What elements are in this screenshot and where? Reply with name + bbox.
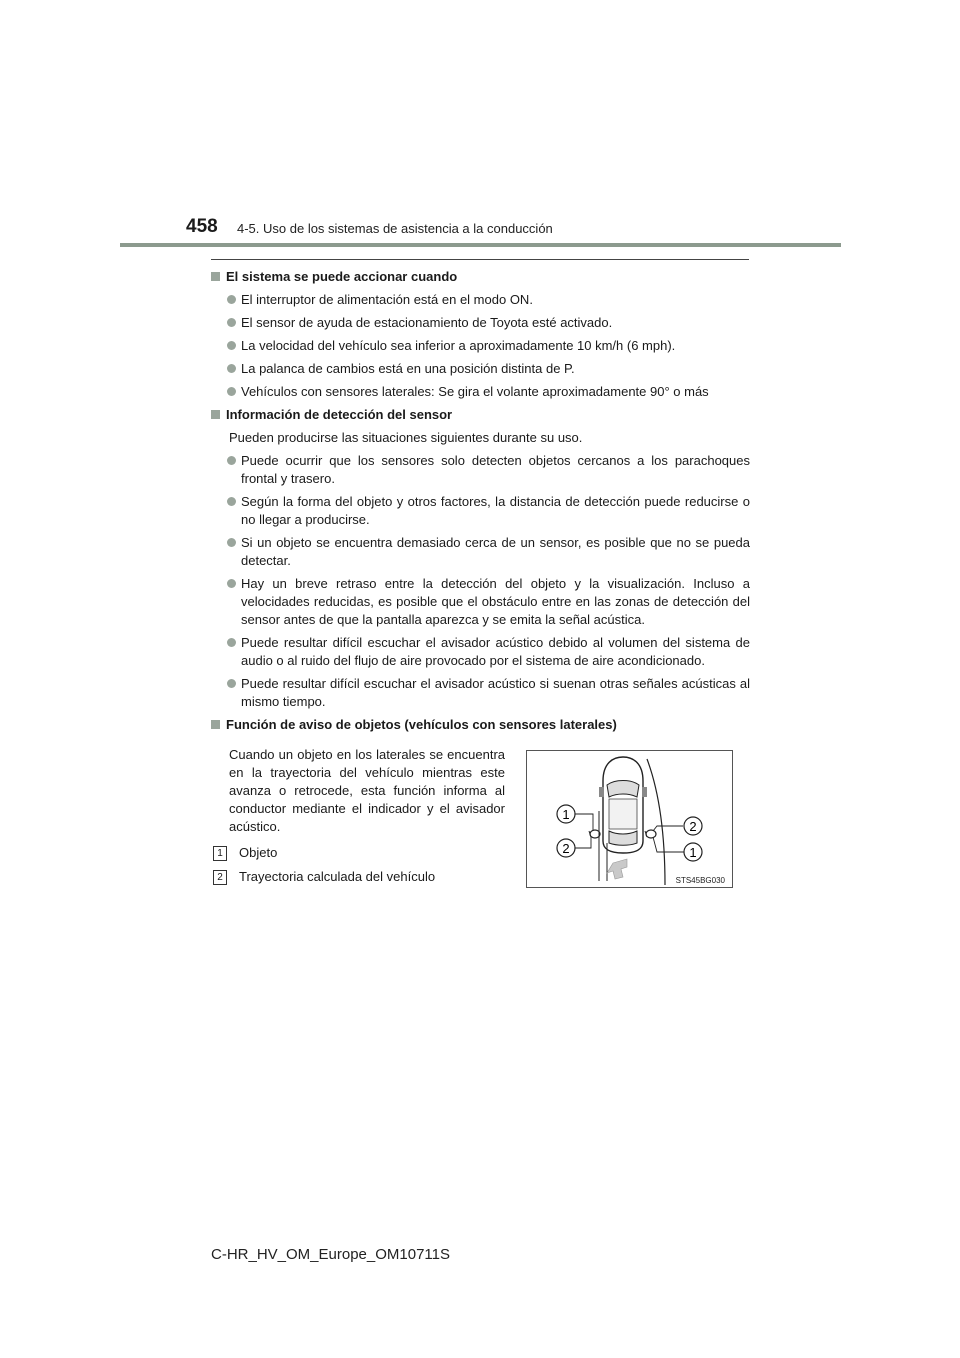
document-id: C-HR_HV_OM_Europe_OM10711S — [211, 1246, 450, 1263]
bullet-dot-icon — [227, 538, 236, 547]
section-intro: Pueden producirse las situaciones siguientes durante su uso. — [229, 430, 583, 445]
legend-label: Trayectoria calculada del vehículo — [239, 869, 436, 884]
bullet-dot-icon — [227, 341, 236, 350]
legend-label: Objeto — [239, 845, 278, 860]
list-item: Hay un breve retraso entre la detección del objeto y la visualización. Incluso a velocidades reducidas, es posible que el obstáculo entre en las zonas de detección del sensor antes de que la pantalla aparezca y se emita la señal acústica. — [227, 575, 750, 629]
section-object-warning — [210, 716, 750, 885]
bullet-dot-icon — [227, 638, 236, 647]
callout-number-badge: 2 — [213, 870, 227, 885]
callout-leader-line — [575, 814, 593, 831]
list-item: El sensor de ayuda de estacionamiento de Toyota esté activado. — [227, 314, 750, 332]
vehicle-illustration — [526, 750, 733, 888]
list-item: La palanca de cambios está en una posición distinta de P. — [227, 360, 750, 378]
bullet-dot-icon — [227, 679, 236, 688]
bullet-dot-icon — [227, 318, 236, 327]
list-item: Si un objeto se encuentra demasiado cerca de un sensor, es posible que no se pueda detectar. — [227, 534, 750, 570]
figure-code: STS45BG030 — [675, 876, 725, 885]
header-rule — [120, 243, 841, 247]
list-item: Según la forma del objeto y otros factores, la distancia de detección puede reducirse o no llegar a producirse. — [227, 493, 750, 529]
bullet-dot-icon — [227, 295, 236, 304]
section-operation-conditions — [210, 268, 750, 401]
callout-number: 2 — [562, 841, 570, 856]
callout-number: 1 — [562, 807, 570, 822]
legend-item — [213, 868, 513, 886]
square-bullet-icon — [211, 272, 220, 281]
bullet-list — [210, 291, 750, 401]
legend-item — [213, 844, 513, 862]
section-heading: Función de aviso de objetos (vehículos con sensores laterales) — [210, 716, 750, 734]
page-content — [210, 268, 750, 885]
bullet-dot-icon — [227, 456, 236, 465]
bullet-dot-icon — [227, 579, 236, 588]
callout-leader-line — [653, 826, 683, 831]
trajectory-line — [647, 759, 665, 885]
square-bullet-icon — [211, 410, 220, 419]
callout-leader-line — [575, 837, 591, 848]
list-item: Puede resultar difícil escuchar el avisador acústico debido al volumen del sistema de audio o al ruido del flujo de aire provocado por el sistema de aire acondicionado. — [227, 634, 750, 670]
list-item: El interruptor de alimentación está en el modo ON. — [227, 291, 750, 309]
square-bullet-icon — [211, 720, 220, 729]
callout-number-badge: 1 — [213, 846, 227, 861]
callout-number: 2 — [689, 819, 697, 834]
section-heading: El sistema se puede accionar cuando — [210, 268, 750, 286]
section-title: 4-5. Uso de los sistemas de asistencia a la conducción — [237, 221, 553, 236]
list-item: Puede resultar difícil escuchar el avisador acústico si suenan otras señales acústicas al mismo tiempo. — [227, 675, 750, 711]
page-number: 458 — [186, 216, 218, 237]
callout-leader-line — [653, 837, 685, 852]
bullet-list — [210, 452, 750, 711]
bullet-dot-icon — [227, 364, 236, 373]
movement-arrow-icon — [607, 859, 627, 879]
bullet-dot-icon — [227, 497, 236, 506]
section-divider — [211, 259, 749, 260]
vehicle-path-diagram — [527, 751, 732, 887]
object-warning-description: Cuando un objeto en los laterales se encuentra en la trayectoria del vehículo mientras este avanza o retrocede, esta función informa al conductor mediante el indicador y el avisador acústico. — [229, 747, 505, 834]
callout-number: 1 — [689, 845, 697, 860]
car-top-view-icon — [599, 757, 647, 853]
list-item: Vehículos con sensores laterales: Se gira el volante aproximadamente 90° o más — [227, 383, 750, 401]
list-item: Puede ocurrir que los sensores solo detecten objetos cercanos a los parachoques frontal y trasero. — [227, 452, 750, 488]
bullet-dot-icon — [227, 387, 236, 396]
section-heading: Información de detección del sensor — [210, 406, 750, 424]
list-item: La velocidad del vehículo sea inferior a aproximadamente 10 km/h (6 mph). — [227, 337, 750, 355]
section-sensor-detection-info — [210, 406, 750, 711]
